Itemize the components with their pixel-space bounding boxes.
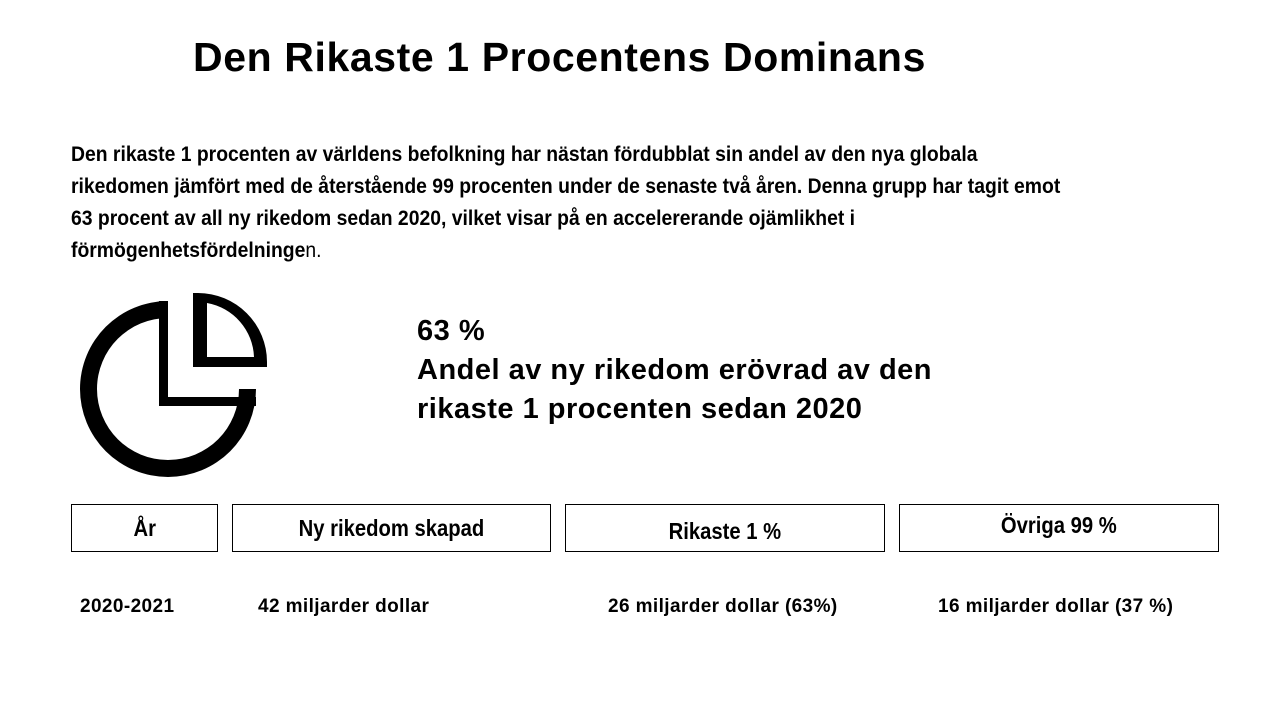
paragraph-line: Den rikaste 1 procenten av världens befolkning har nästan fördubblat sin andel av den nya globala	[71, 142, 978, 166]
paragraph-line: 63 procent av all ny rikedom sedan 2020, vilket visar på en accelererande ojämlikhet i	[71, 206, 856, 230]
header-label: Ny rikedom skapad	[298, 514, 485, 541]
paragraph-last-main: förmögenhetsfördelninge	[71, 238, 306, 262]
header-label: Rikaste 1 %	[668, 517, 782, 544]
table-cell-other-99: 16 miljarder dollar (37 %)	[938, 596, 1174, 617]
stat-value: 63 %	[417, 315, 486, 347]
paragraph-line: rikedomen jämfört med de återstående 99 procenten under de senaste två åren. Denna grupp har tagit emot	[71, 174, 1061, 198]
table-cell-new-wealth: 42 miljarder dollar	[258, 596, 430, 617]
table-header-new-wealth	[232, 504, 551, 552]
key-stat	[417, 312, 932, 429]
paragraph-last-tail: n.	[305, 238, 322, 262]
table-cell-year: 2020-2021	[80, 596, 175, 617]
header-label: År	[133, 514, 156, 541]
table-header-other-99	[899, 504, 1219, 552]
table-cell-richest-1: 26 miljarder dollar (63%)	[608, 596, 838, 617]
table-header-richest-1	[565, 504, 885, 552]
pie-chart-icon	[70, 287, 275, 492]
stat-caption-line1: Andel av ny rikedom erövrad av den	[417, 354, 933, 386]
stat-caption-line2: rikaste 1 procenten sedan 2020	[417, 393, 863, 425]
paragraph-line-last	[71, 234, 1088, 266]
intro-paragraph	[71, 138, 1088, 266]
slide-title: Den Rikaste 1 Procentens Dominans	[193, 34, 926, 80]
table-header-year	[71, 504, 218, 552]
header-label: Övriga 99 %	[1001, 511, 1117, 538]
